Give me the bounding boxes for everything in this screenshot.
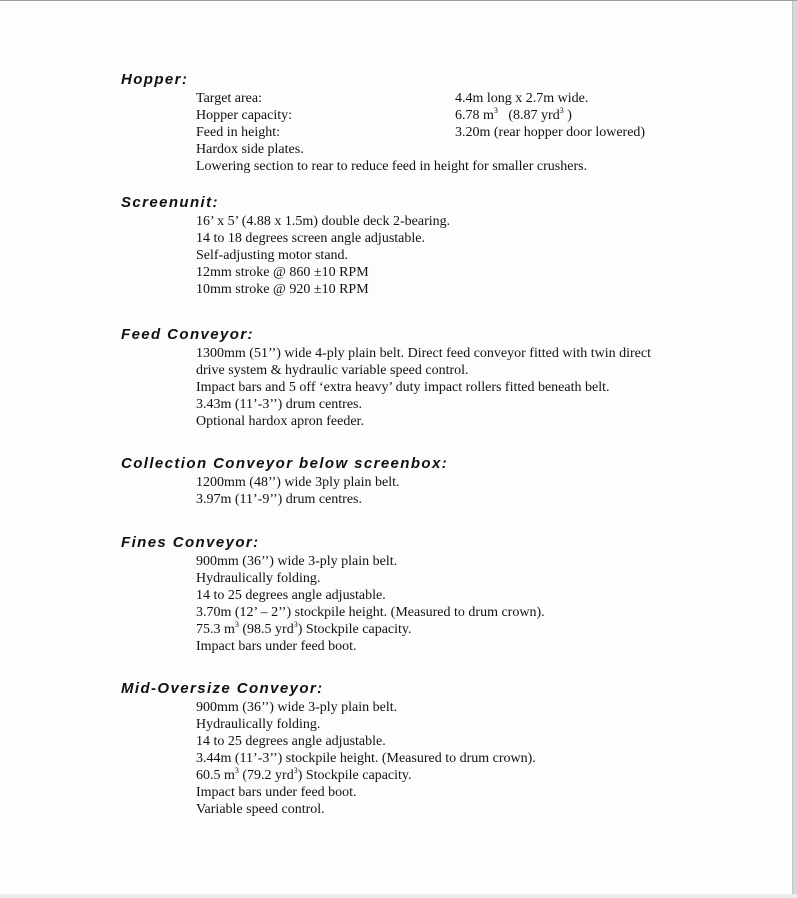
text-run: ) Stockpile capacity. xyxy=(297,622,412,637)
text-run: ) Stockpile capacity. xyxy=(297,768,412,783)
section-heading: Mid-Oversize Conveyor: xyxy=(121,680,324,697)
superscript: 3 xyxy=(493,106,498,115)
text-run: 16’ x 5’ (4.88 x 1.5m) double deck 2-bearing. xyxy=(196,214,451,229)
spec-line xyxy=(121,264,450,281)
text-run: Hydraulically folding. xyxy=(196,571,321,586)
text-run: 14 to 25 degrees angle adjustable. xyxy=(196,734,386,749)
superscript: 3 xyxy=(293,766,298,775)
spec-line xyxy=(121,158,587,175)
spec-line xyxy=(121,124,646,141)
spec-line xyxy=(121,716,536,733)
spec-line xyxy=(121,699,536,716)
spec-line xyxy=(121,90,587,107)
spec-label: Feed in height: xyxy=(196,125,280,140)
spec-section xyxy=(121,533,545,655)
text-run: (98.5 yrd xyxy=(238,622,294,637)
spec-line xyxy=(121,784,536,801)
spec-line xyxy=(121,379,651,396)
text-run: ) xyxy=(563,108,572,123)
text-run: 4.4m long x 2.7m wide. xyxy=(455,91,589,106)
spec-line xyxy=(121,230,450,247)
section-heading: Fines Conveyor: xyxy=(121,534,260,551)
text-run: Hydraulically folding. xyxy=(196,717,321,732)
spec-section xyxy=(121,325,651,430)
spec-line xyxy=(121,733,536,750)
text-run: Impact bars under feed boot. xyxy=(196,639,357,654)
text-run: 14 to 18 degrees screen angle adjustable. xyxy=(196,231,425,246)
spec-line xyxy=(121,107,587,124)
text-run: (79.2 yrd xyxy=(238,768,294,783)
spec-line xyxy=(121,750,536,767)
text-run: 3.43m (11’-3’’) drum centres. xyxy=(196,397,362,412)
text-run: 3.20m (rear hopper door lowered) xyxy=(455,125,646,140)
spec-section xyxy=(121,193,450,298)
window-top-border xyxy=(0,0,797,1)
spec-line xyxy=(121,604,545,621)
spec-line xyxy=(121,345,651,362)
spec-value xyxy=(455,124,645,141)
spec-line xyxy=(121,213,450,230)
section-heading: Hopper: xyxy=(121,71,189,88)
spec-line xyxy=(121,396,651,413)
superscript: 3 xyxy=(234,766,239,775)
text-run: Impact bars and 5 off ‘extra heavy’ duty impact rollers fitted beneath belt. xyxy=(196,380,610,395)
text-run: 75.3 m xyxy=(196,622,235,637)
text-run: (8.87 yrd xyxy=(497,108,560,123)
spec-line xyxy=(121,491,448,508)
text-run: Optional hardox apron feeder. xyxy=(196,414,364,429)
text-run: 12mm stroke @ 860 ±10 RPM xyxy=(196,265,369,280)
spec-line xyxy=(121,141,587,158)
text-run: 60.5 m xyxy=(196,768,235,783)
bottom-border xyxy=(0,894,797,898)
section-heading: Screenunit: xyxy=(121,194,219,211)
spec-label: Target area: xyxy=(196,91,262,106)
section-heading: Feed Conveyor: xyxy=(121,326,254,343)
text-run: 3.44m (11’-3’’) stockpile height. (Measured to drum crown). xyxy=(196,751,536,766)
text-run: 1300mm (51’’) wide 4-ply plain belt. Direct feed conveyor fitted with twin direct xyxy=(196,346,651,361)
text-run: 3.97m (11’-9’’) drum centres. xyxy=(196,492,362,507)
spec-line xyxy=(121,767,536,784)
text-run: 900mm (36’’) wide 3-ply plain belt. xyxy=(196,700,398,715)
superscript: 3 xyxy=(234,620,239,629)
spec-line xyxy=(121,621,545,638)
spec-line xyxy=(121,587,545,604)
text-run: Lowering section to rear to reduce feed in height for smaller crushers. xyxy=(196,159,588,174)
text-run: 6.78 m xyxy=(455,108,494,123)
spec-line xyxy=(121,413,651,430)
spec-line xyxy=(121,553,545,570)
spec-line xyxy=(121,570,545,587)
spec-line xyxy=(121,247,450,264)
superscript: 3 xyxy=(559,106,564,115)
superscript: 3 xyxy=(293,620,298,629)
spec-line xyxy=(121,281,450,298)
spec-label: Hopper capacity: xyxy=(196,108,293,123)
text-run: 3.70m (12’ – 2’’) stockpile height. (Measured to drum crown). xyxy=(196,605,545,620)
text-run: 10mm stroke @ 920 ±10 RPM xyxy=(196,282,369,297)
spec-line xyxy=(121,362,651,379)
text-run: Self-adjusting motor stand. xyxy=(196,248,349,263)
spec-line xyxy=(121,801,536,818)
text-run: Variable speed control. xyxy=(196,802,325,817)
text-run: 900mm (36’’) wide 3-ply plain belt. xyxy=(196,554,398,569)
text-run: drive system & hydraulic variable speed control. xyxy=(196,363,469,378)
section-heading: Collection Conveyor below screenbox: xyxy=(121,455,449,472)
spec-value xyxy=(455,107,572,124)
text-run: 1200mm (48’’) wide 3ply plain belt. xyxy=(196,475,400,490)
spec-section xyxy=(121,454,448,508)
text-run: Hardox side plates. xyxy=(196,142,304,157)
text-run: Impact bars under feed boot. xyxy=(196,785,357,800)
spec-line xyxy=(121,474,448,491)
spec-section xyxy=(121,679,536,818)
text-run: 14 to 25 degrees angle adjustable. xyxy=(196,588,386,603)
spec-section xyxy=(121,70,646,175)
spec-line xyxy=(121,638,545,655)
spec-value xyxy=(455,90,588,107)
vertical-scrollbar[interactable] xyxy=(792,1,797,894)
